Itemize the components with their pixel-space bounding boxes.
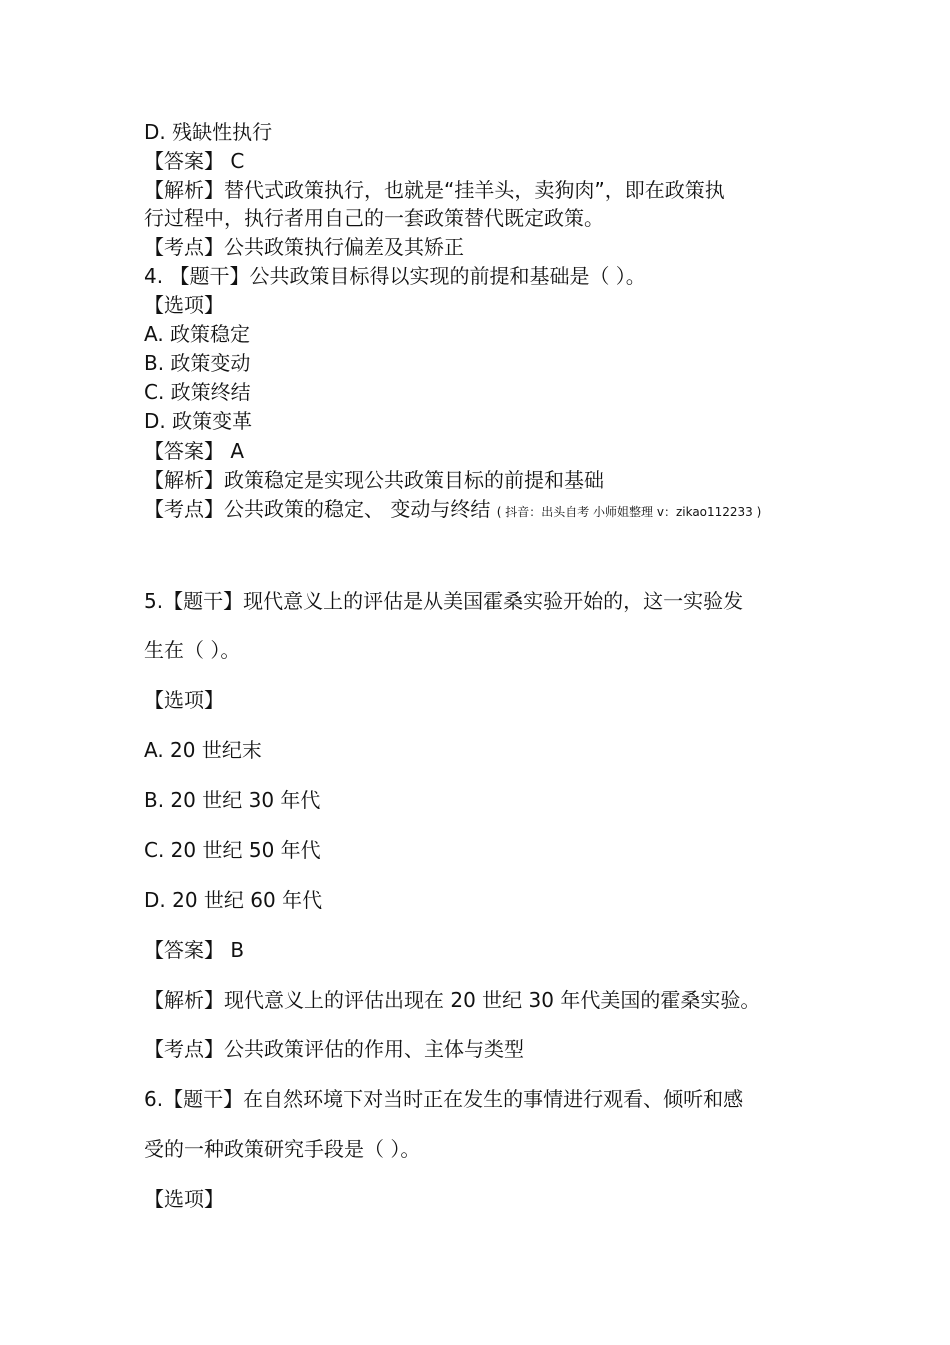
q5-option-a: A. 20 世纪末 [144,738,262,762]
q4-option-b: B. 政策变动 [144,351,251,375]
q4-options-heading: 【选项】 [144,293,224,317]
q5-stem-line1: 5.【题干】现代意义上的评估是从美国霍桑实验开始的，这一实验发 [144,589,744,613]
q4-option-d: D. 政策变革 [144,409,253,433]
q4-key-point-text: 【考点】公共政策的稳定、 变动与终结 [144,497,491,521]
q4-stem: 4. 【题干】公共政策目标得以实现的前提和基础是（ ）。 [144,264,646,288]
q4-key-point [144,497,761,524]
watermark-note: ( 抖音：出头自考 小师姐整理 v：zikao112233 ) [496,505,762,519]
q3-key-point: 【考点】公共政策执行偏差及其矫正 [144,235,464,259]
q6-stem-line2: 受的一种政策研究手段是（ ）。 [144,1137,421,1161]
q3-option-d: D. 残缺性执行 [144,120,273,144]
q5-stem-line2: 生在（ ）。 [144,638,241,662]
q4-analysis: 【解析】政策稳定是实现公共政策目标的前提和基础 [144,468,604,492]
q4-option-a: A. 政策稳定 [144,322,251,346]
q5-analysis: 【解析】现代意义上的评估出现在 20 世纪 30 年代美国的霍桑实验。 [144,988,761,1012]
q6-stem-line1: 6.【题干】在自然环境下对当时正在发生的事情进行观看、倾听和感 [144,1087,744,1111]
q5-option-c: C. 20 世纪 50 年代 [144,838,321,862]
q4-answer: 【答案】 A [144,439,245,463]
q5-option-b: B. 20 世纪 30 年代 [144,788,321,812]
q3-analysis-line2: 行过程中，执行者用自己的一套政策替代既定政策。 [144,206,604,230]
q5-key-point: 【考点】公共政策评估的作用、主体与类型 [144,1037,524,1061]
q3-analysis-line1: 【解析】替代式政策执行，也就是“挂羊头，卖狗肉”，即在政策执 [144,178,725,202]
q5-option-d: D. 20 世纪 60 年代 [144,888,323,912]
q5-answer: 【答案】 B [144,938,245,962]
q4-option-c: C. 政策终结 [144,380,251,404]
q3-answer: 【答案】 C [144,149,245,173]
q6-options-heading: 【选项】 [144,1187,224,1211]
q5-options-heading: 【选项】 [144,688,224,712]
